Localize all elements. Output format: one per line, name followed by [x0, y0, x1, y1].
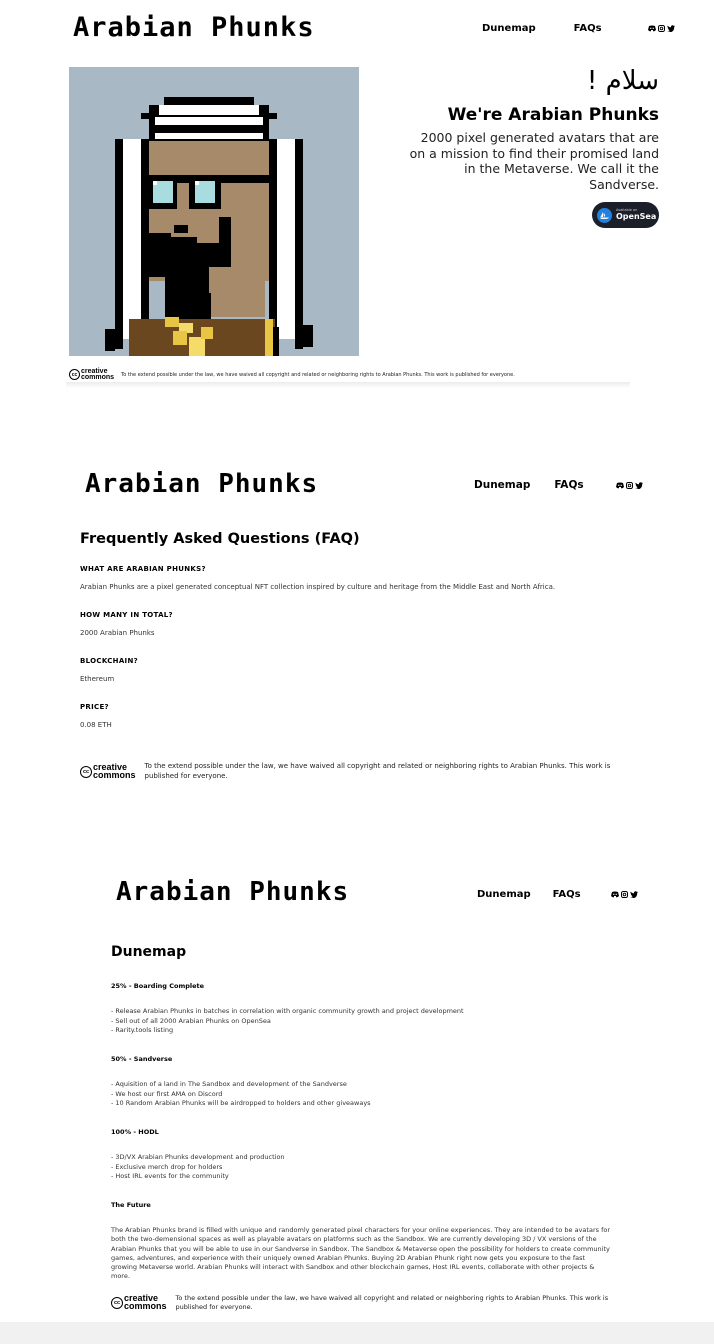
discord-icon[interactable] [648, 25, 656, 32]
future-heading: The Future [111, 1201, 151, 1209]
nav-faqs-link[interactable]: FAQs [554, 479, 584, 491]
list-item: - Sell out of all 2000 Arabian Phunks on OpenSea [111, 1016, 271, 1025]
future-paragraph: The Arabian Phunks brand is filled with unique and randomly generated pixel characters for your online experiences. They are intended to be avatars for both the two-demensional spaces as well as playable avatars on platforms such as the Sandbox. We are currently developing 3D / VX versions of the Arabian Phunks that you will be able to use in our Sandverse in Sandbox. The Sandbox & Metaverse open the possibility for holders to create community games, adventures, and experience with their uniquely owned Arabian Phunks. Buying 2D Arabian Phunk right now gets you exposure to the fast growing Metaverse world. Arabian Phunks will interact with Sandbox and other blockchain games, Host IRL events, collaborate with other projects & more. [111, 1226, 611, 1281]
faq-question: BLOCKCHAIN? [80, 657, 138, 665]
twitter-icon[interactable] [635, 482, 643, 489]
faq-question: WHAT ARE ARABIAN PHUNKS? [80, 565, 206, 573]
nav-dunemap-link[interactable]: Dunemap [477, 889, 531, 900]
discord-icon[interactable] [611, 891, 619, 898]
discord-icon[interactable] [616, 482, 624, 489]
instagram-icon[interactable] [626, 482, 633, 489]
opensea-icon [597, 208, 612, 223]
top-nav [477, 889, 638, 900]
license-notice [80, 762, 625, 781]
license-notice [69, 369, 515, 381]
cc-circle-icon: cc [80, 766, 92, 778]
instagram-icon[interactable] [621, 891, 628, 898]
list-item: - Exclusive merch drop for holders [111, 1162, 223, 1171]
nav-dunemap-link[interactable]: Dunemap [474, 479, 531, 491]
list-item: - Aquisition of a land in The Sandbox and development of the Sandverse [111, 1080, 347, 1088]
faq-answer: 2000 Arabian Phunks [80, 629, 155, 637]
site-logo[interactable]: Arabian Phunks [73, 12, 315, 43]
hero-description: 2000 pixel generated avatars that are on a mission to find their promised land in the Metaverse. We call it the Sandverse. [409, 130, 659, 192]
cc-word-commons: commons [124, 1301, 167, 1311]
faq-answer: 0.08 ETH [80, 721, 112, 729]
dunemap-phase-list [111, 1153, 285, 1182]
twitter-icon[interactable] [630, 891, 638, 898]
top-nav [474, 479, 643, 491]
dunemap-phase-list [111, 1007, 464, 1036]
cc-word-creative: creative [81, 368, 108, 375]
faq-question: PRICE? [80, 703, 109, 711]
cc-word-commons: commons [81, 373, 115, 381]
list-item: - 10 Random Arabian Phunks will be airdropped to holders and other giveaways [111, 1099, 371, 1107]
hero-avatar-image [69, 67, 359, 356]
license-text: To the extend possible under the law, we have waived all copyright and related or neighboring rights to Arabian Phunks. This work is published for everyone. [175, 1294, 609, 1311]
creative-commons-logo[interactable] [69, 369, 114, 381]
social-links [611, 891, 638, 898]
nav-dunemap-link[interactable]: Dunemap [482, 23, 536, 34]
cc-word-commons: commons [93, 769, 136, 780]
hero-title: We're Arabian Phunks [447, 105, 659, 125]
creative-commons-logo[interactable] [111, 1295, 167, 1310]
faq-title: Frequently Asked Questions (FAQ) [80, 531, 360, 547]
opensea-button[interactable] [592, 202, 659, 228]
section-divider [66, 382, 630, 388]
list-item: - We host our first AMA on Discord [111, 1089, 223, 1098]
license-text: To the extend possible under the law, we have waived all copyright and related or neighboring rights to Arabian Phunks. This work is published for everyone. [144, 762, 611, 780]
dunemap-title: Dunemap [111, 944, 187, 960]
arabian-phunk-avatar [69, 67, 359, 356]
list-item: - Rarity.tools listing [111, 1026, 174, 1034]
cc-circle-icon: cc [111, 1297, 123, 1309]
license-text: To the extend possible under the law, we have waived all copyright and related or neighboring rights to Arabian Phunks. This work is published for everyone. [121, 371, 515, 378]
page-bottom-bar [0, 1322, 714, 1344]
site-logo[interactable]: Arabian Phunks [85, 469, 319, 499]
list-item: - 3D/VX Arabian Phunks development and production [111, 1153, 285, 1161]
dunemap-phase-heading: 100% - HODL [111, 1128, 159, 1136]
cc-word-creative: creative [124, 1293, 159, 1304]
nav-faqs-link[interactable]: FAQs [573, 23, 602, 34]
opensea-label: OpenSea [616, 211, 657, 221]
top-nav [482, 23, 675, 34]
salam-heading: سلام ! [586, 66, 659, 96]
creative-commons-logo[interactable] [80, 761, 136, 780]
cc-circle-icon: cc [69, 369, 80, 380]
list-item: - Host IRL events for the community [111, 1172, 229, 1180]
faq-answer: Ethereum [80, 675, 115, 683]
site-logo[interactable]: Arabian Phunks [116, 877, 350, 907]
twitter-icon[interactable] [667, 25, 675, 32]
opensea-available-label: Available on [616, 208, 638, 213]
cc-word-creative: creative [93, 761, 128, 772]
list-item: - Release Arabian Phunks in batches in correlation with organic community growth and project development [111, 1007, 464, 1015]
instagram-icon[interactable] [658, 25, 665, 32]
faq-question: HOW MANY IN TOTAL? [80, 611, 173, 619]
social-links [648, 25, 675, 32]
dunemap-phase-heading: 25% - Boarding Complete [111, 982, 205, 990]
faq-answer: Arabian Phunks are a pixel generated conceptual NFT collection inspired by culture and heritage from the Middle East and North Africa. [80, 583, 556, 591]
license-notice [111, 1294, 626, 1312]
dunemap-phase-list [111, 1080, 371, 1109]
nav-faqs-link[interactable]: FAQs [552, 889, 581, 900]
dunemap-phase-heading: 50% - Sandverse [111, 1055, 173, 1063]
social-links [616, 482, 643, 489]
